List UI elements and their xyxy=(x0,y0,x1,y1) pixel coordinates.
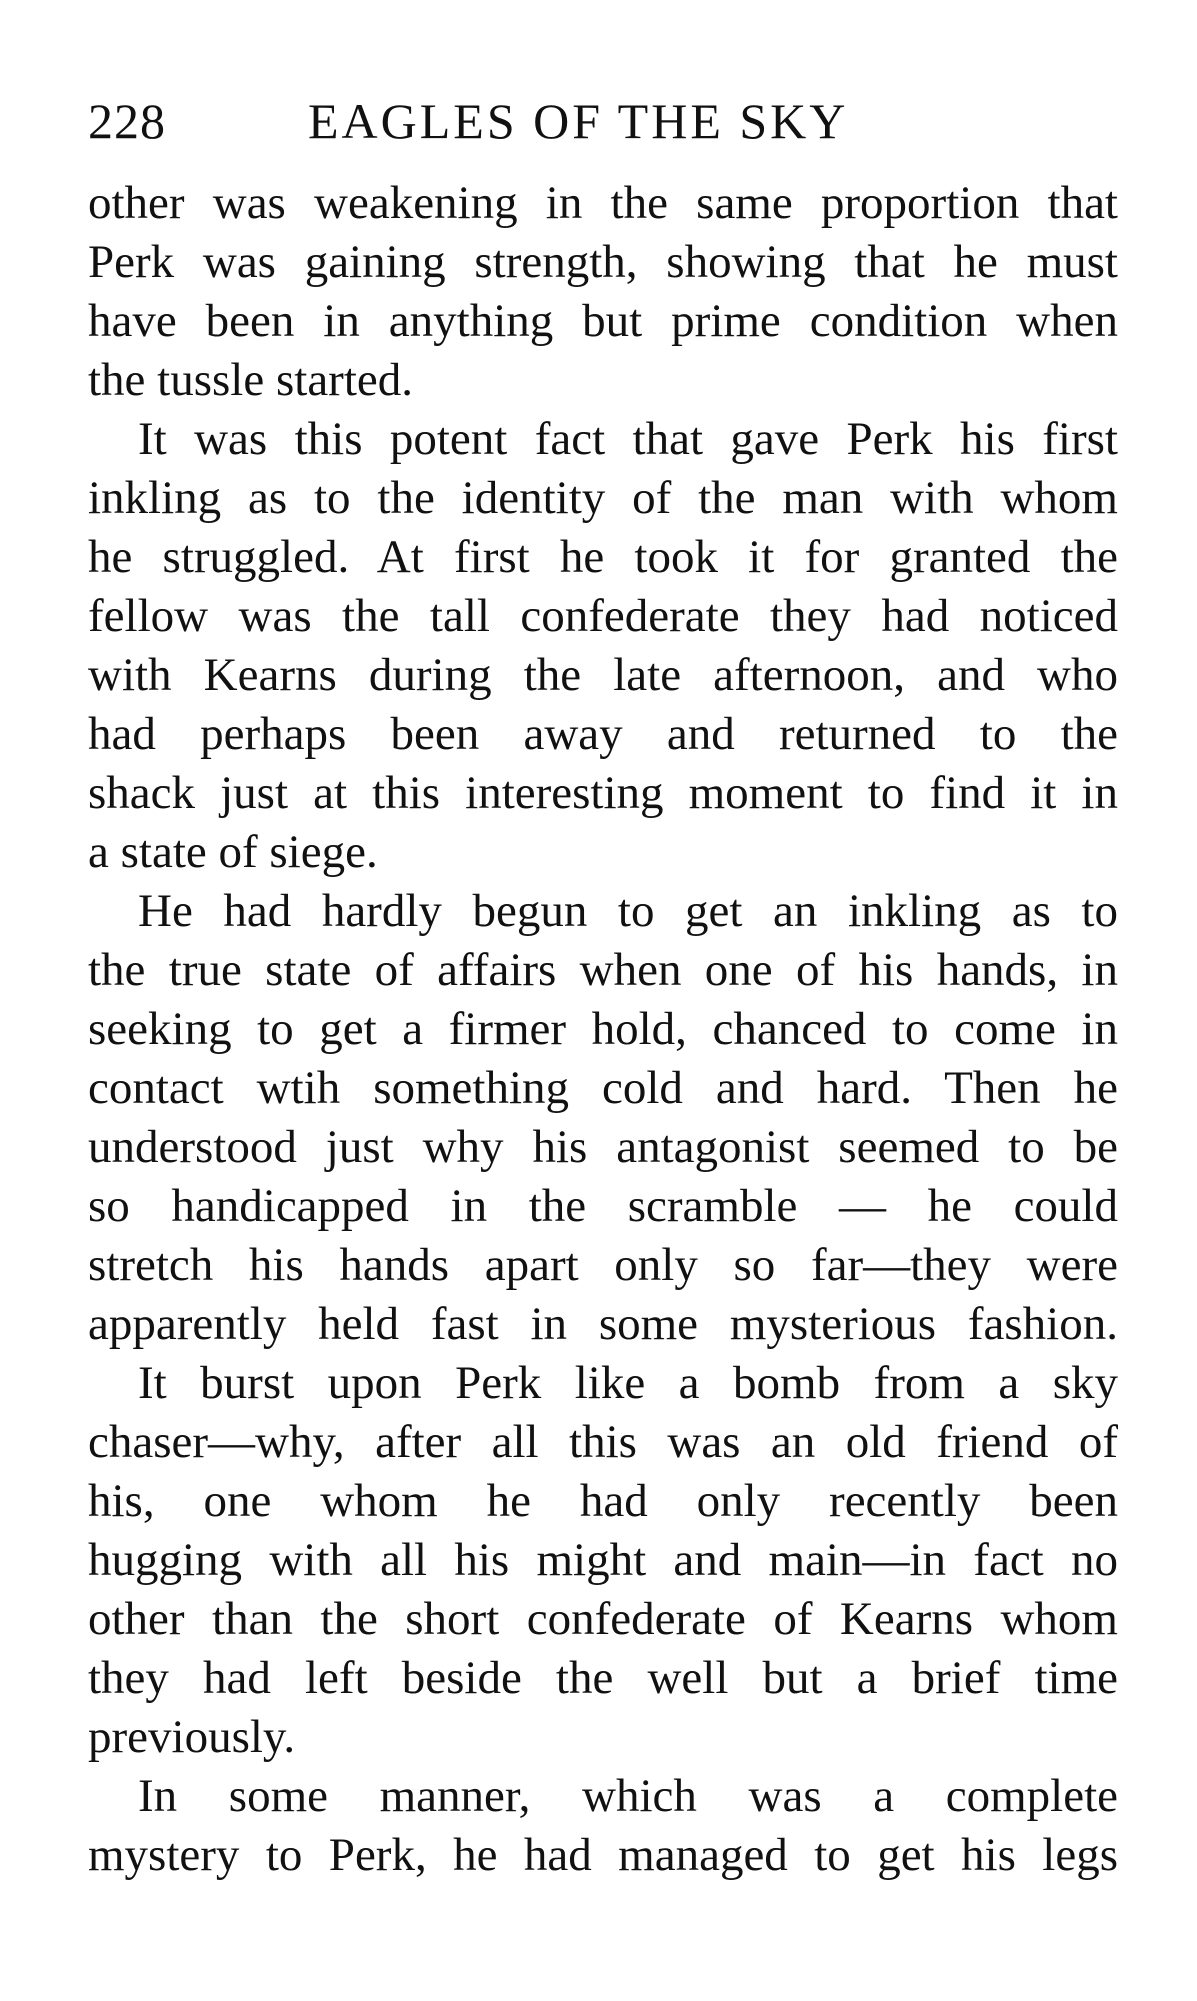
text-line: contact wtih something cold and hard. Then he xyxy=(88,1062,1118,1114)
text-line: had perhaps been away and returned to the xyxy=(88,708,1118,760)
text-line: Perk was gaining strength, showing that he must xyxy=(88,236,1118,288)
body-text xyxy=(88,174,1118,1885)
text-line: apparently held fast in some mysterious fashion. xyxy=(88,1298,1118,1350)
page-number: 228 xyxy=(88,93,166,149)
text-line: previously. xyxy=(88,1711,296,1763)
text-line: shack just at this interesting moment to find it in xyxy=(88,767,1118,819)
text-line: He had hardly begun to get an inkling as to xyxy=(138,885,1118,937)
text-line: he struggled. At first he took it for granted the xyxy=(88,531,1118,583)
text-line: with Kearns during the late afternoon, and who xyxy=(88,649,1118,701)
text-line: understood just why his antagonist seemed to be xyxy=(88,1121,1118,1173)
text-line: mystery to Perk, he had managed to get his legs xyxy=(88,1829,1118,1881)
text-line: seeking to get a firmer hold, chanced to come in xyxy=(88,1003,1118,1055)
text-line: In some manner, which was a complete xyxy=(138,1770,1118,1822)
text-line: they had left beside the well but a brief time xyxy=(88,1652,1118,1704)
text-line: It was this potent fact that gave Perk his first xyxy=(138,413,1118,465)
text-line: inkling as to the identity of the man with whom xyxy=(88,472,1118,524)
text-line: It burst upon Perk like a bomb from a sky xyxy=(138,1357,1118,1409)
text-line: chaser—why, after all this was an old friend of xyxy=(88,1416,1118,1468)
text-line: stretch his hands apart only so far—they were xyxy=(88,1239,1118,1291)
running-title: EAGLES OF THE SKY xyxy=(308,93,849,149)
text-line: have been in anything but prime condition when xyxy=(88,295,1118,347)
running-head xyxy=(88,86,1118,156)
text-line: other than the short confederate of Kearns whom xyxy=(88,1593,1118,1645)
text-line: his, one whom he had only recently been xyxy=(88,1475,1118,1527)
text-line: hugging with all his might and main—in fact no xyxy=(88,1534,1118,1586)
text-line: a state of siege. xyxy=(88,826,378,878)
text-line: the true state of affairs when one of his hands, in xyxy=(88,944,1118,996)
text-line: other was weakening in the same proportion that xyxy=(88,177,1118,229)
text-line: fellow was the tall confederate they had noticed xyxy=(88,590,1118,642)
text-line: the tussle started. xyxy=(88,354,414,406)
text-line: so handicapped in the scramble — he could xyxy=(88,1180,1118,1232)
